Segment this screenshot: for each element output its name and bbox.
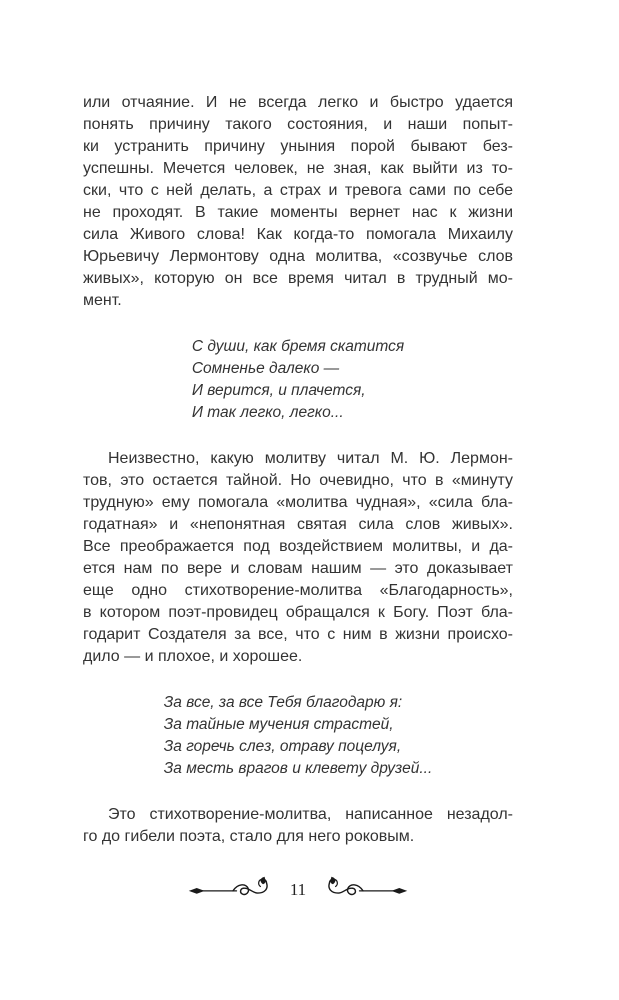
text-line: годатная» и «непонятная святая сила слов живых». bbox=[83, 516, 513, 533]
text-line: Юрьевичу Лермонтову одна молитва, «созвучье слов bbox=[83, 248, 513, 265]
text-line: го до гибели поэта, стало для него роковым. bbox=[83, 828, 415, 845]
text-line: ки устранить причину уныния порой бывают без- bbox=[83, 138, 513, 155]
poem-line: За месть врагов и клевету друзей... bbox=[163, 760, 433, 777]
body-paragraph bbox=[83, 448, 513, 668]
text-line: мент. bbox=[83, 292, 122, 309]
text-line: ски, что с ней делать, а страх и тревога сами по себе bbox=[83, 182, 513, 199]
poem-block bbox=[83, 336, 513, 424]
page-footer bbox=[83, 876, 513, 904]
text-line: тов, это остается тайной. Но очевидно, что в «минуту bbox=[83, 472, 513, 489]
text-line: еще одно стихотворение-молитва «Благодарность», bbox=[83, 582, 513, 599]
poem-stanza bbox=[192, 336, 404, 424]
text-line: ется нам по вере и словам нашим — это доказывает bbox=[83, 560, 513, 577]
flourish-left-icon bbox=[187, 876, 279, 904]
text-line: сила Живого слова! Как когда-то помогала Михаилу bbox=[83, 226, 513, 243]
poem-line: За тайные мучения страстей, bbox=[163, 716, 394, 733]
poem-block bbox=[83, 692, 513, 780]
text-line: дило — и плохое, и хорошее. bbox=[83, 648, 303, 665]
text-line: Неизвестно, какую молитву читал М. Ю. Лермон- bbox=[108, 450, 513, 467]
poem-line: Сомненье далеко — bbox=[191, 360, 340, 377]
text-line: успешны. Мечется человек, не зная, как выйти из то- bbox=[83, 160, 513, 177]
poem-line: И верится, и плачется, bbox=[191, 382, 366, 399]
text-line: Это стихотворение-молитва, написанное незадол- bbox=[108, 806, 513, 823]
poem-stanza bbox=[164, 692, 433, 780]
text-line: трудную» ему помогала «молитва чудная», «сила бла- bbox=[83, 494, 513, 511]
text-line: Все преображается под воздействием молитвы, и да- bbox=[83, 538, 513, 555]
text-line: или отчаяние. И не всегда легко и быстро удается bbox=[83, 94, 513, 111]
page-body bbox=[83, 0, 513, 872]
poem-line: И так легко, легко... bbox=[191, 404, 344, 421]
text-line: понять причину такого состояния, и наши попыт- bbox=[83, 116, 513, 133]
body-paragraph bbox=[83, 92, 513, 312]
text-line: живых», которую он все время читал в трудный мо- bbox=[83, 270, 513, 287]
text-line: годарит Создателя за все, что с ним в жизни происхо- bbox=[83, 626, 513, 643]
page-number: 11 bbox=[289, 880, 307, 899]
body-paragraph bbox=[83, 804, 513, 848]
poem-line: С души, как бремя скатится bbox=[191, 338, 405, 355]
text-line: не проходят. В такие моменты вернет нас к жизни bbox=[83, 204, 513, 221]
text-line: в котором поэт-провидец обращался к Богу. Поэт бла- bbox=[83, 604, 513, 621]
poem-line: За все, за все Тебя благодарю я: bbox=[163, 694, 403, 711]
poem-line: За горечь слез, отраву поцелуя, bbox=[163, 738, 402, 755]
flourish-right-icon bbox=[317, 876, 409, 904]
